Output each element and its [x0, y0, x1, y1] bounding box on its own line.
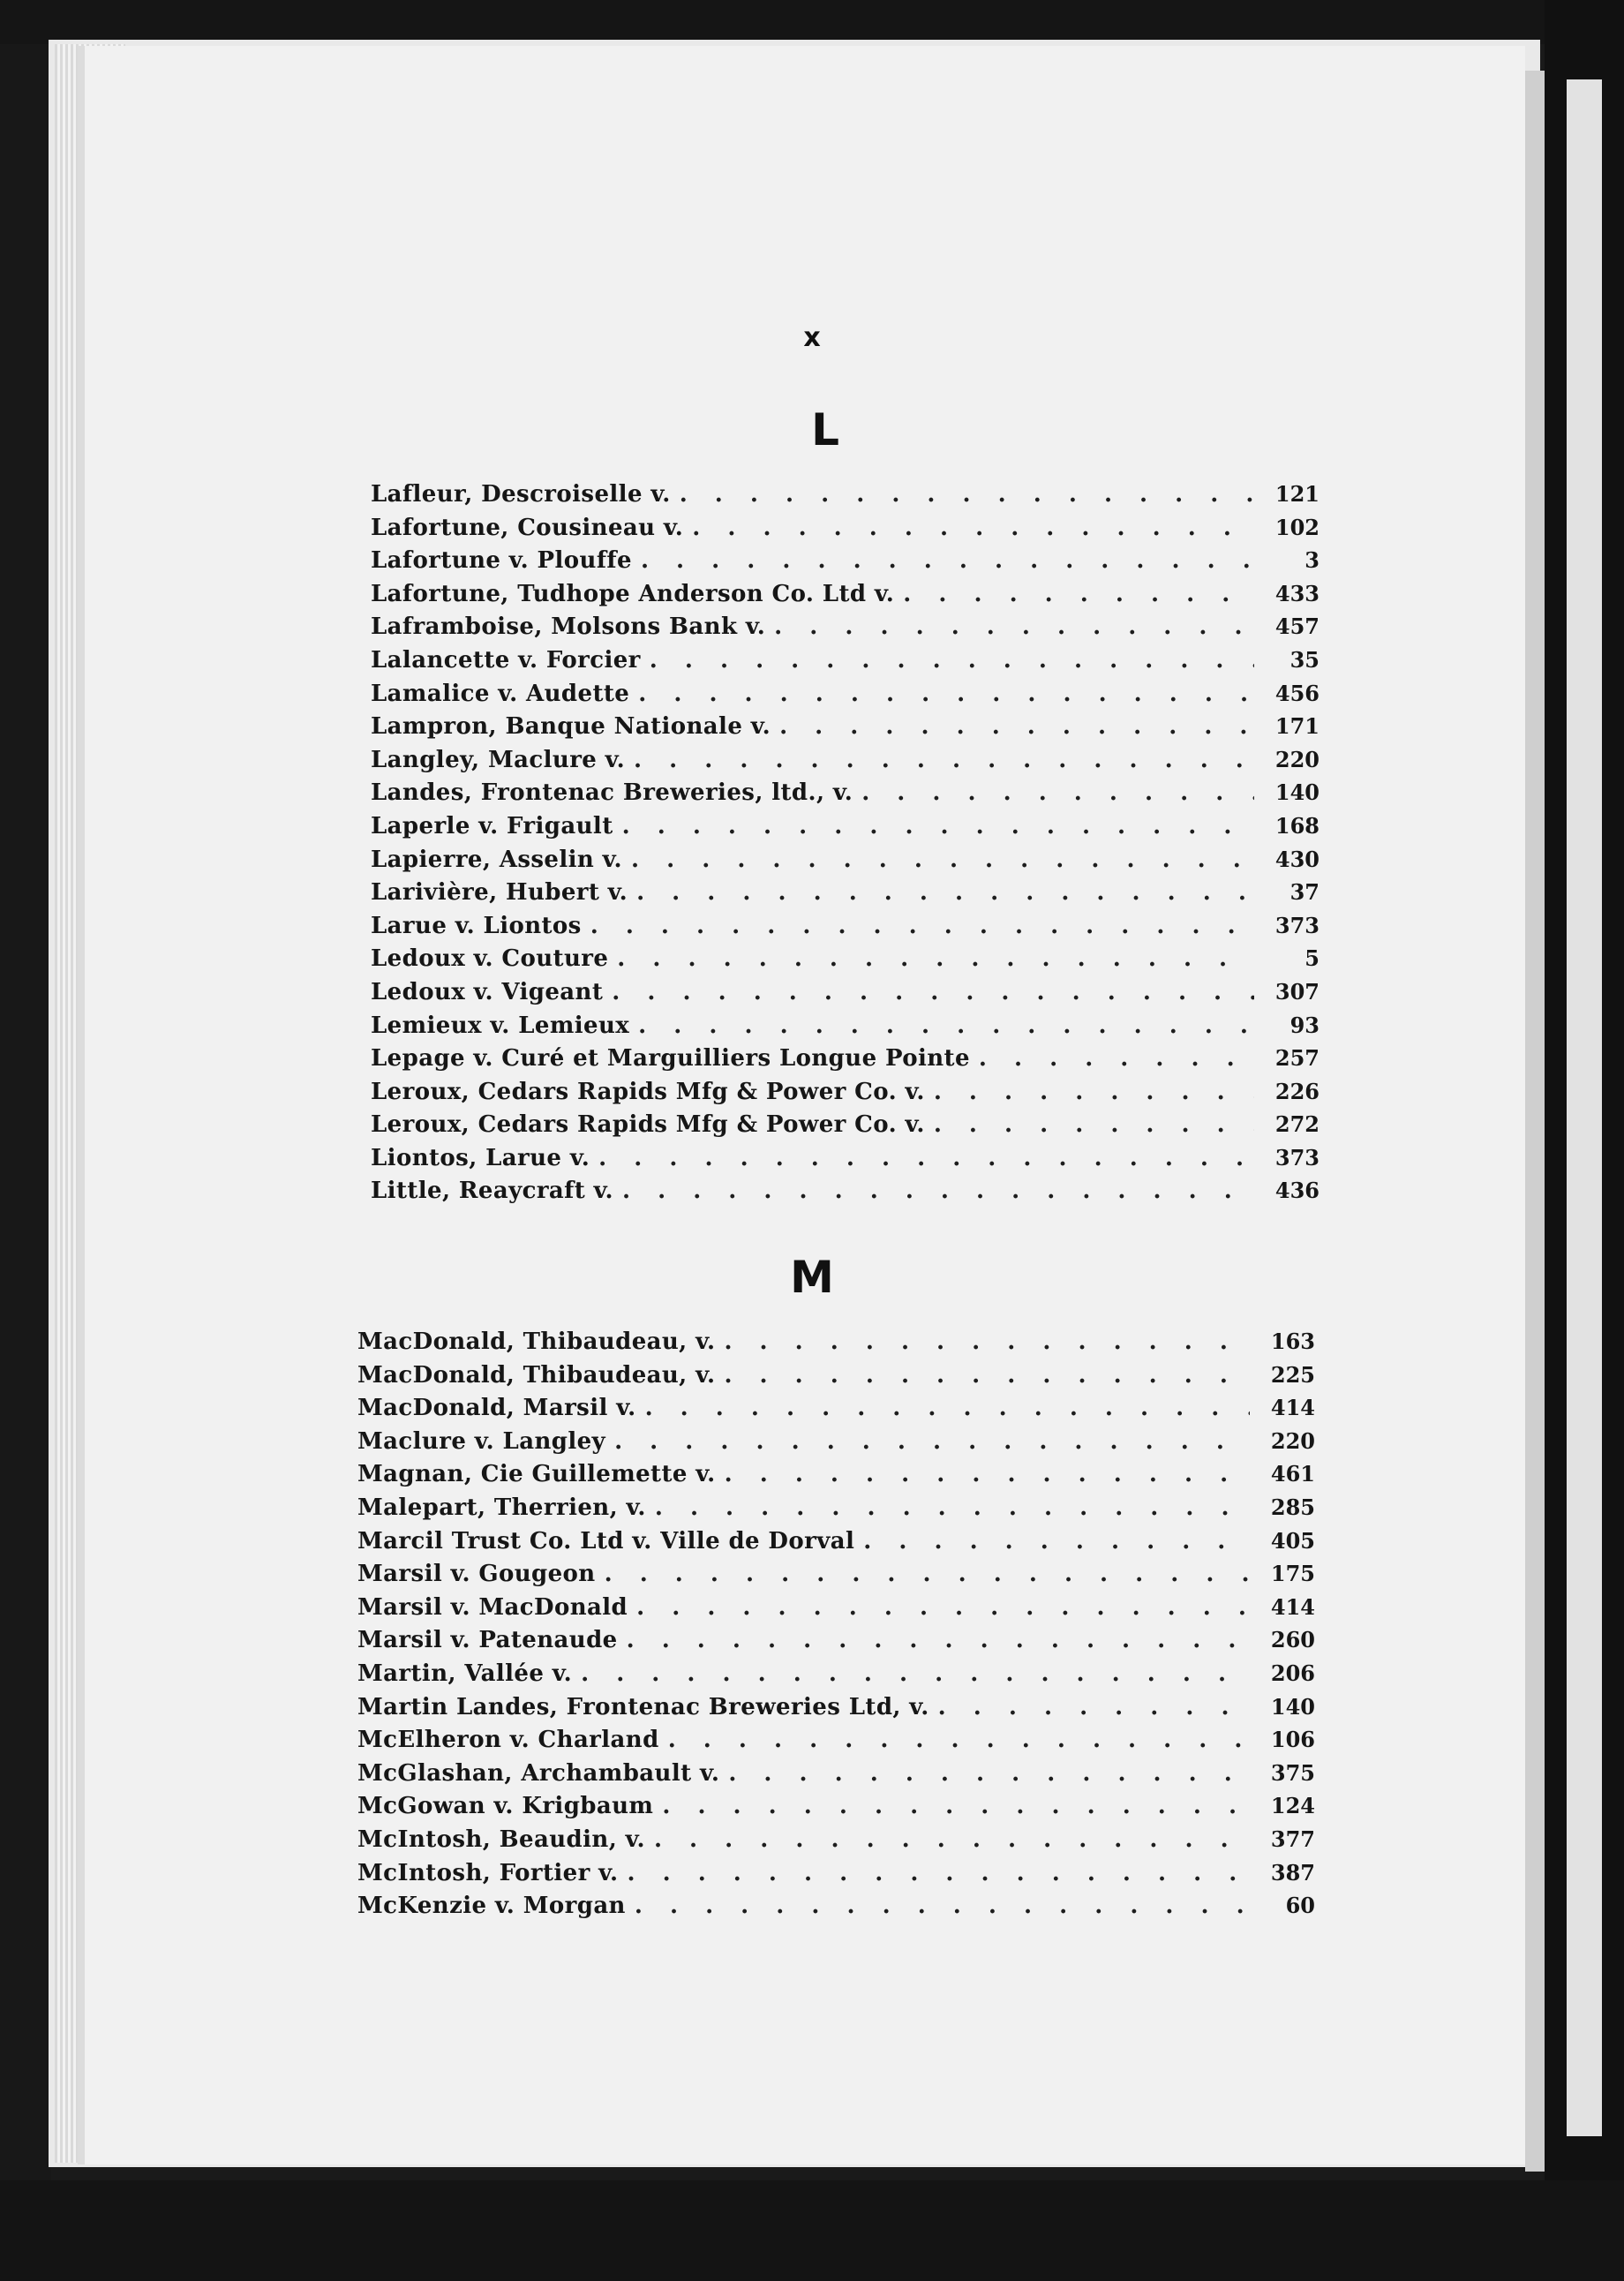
- dot-leader: [724, 1329, 1250, 1355]
- page-reference: 168: [1274, 812, 1320, 839]
- index-entry: [357, 1860, 1315, 1893]
- page-reference: 257: [1274, 1045, 1320, 1072]
- index-entry: [357, 1528, 1315, 1562]
- index-entry: [357, 1826, 1315, 1860]
- case-name: Marsil v. Gougeon: [357, 1561, 596, 1588]
- index-entry: [371, 1145, 1320, 1178]
- page-reference: 106: [1270, 1727, 1315, 1753]
- dot-leader: [612, 979, 1254, 1005]
- case-name: Lepage v. Curé et Marguilliers Longue Pointe: [371, 1045, 970, 1073]
- index-entry: [371, 547, 1320, 581]
- index-entry: [371, 813, 1320, 847]
- page-reference: 60: [1285, 1893, 1315, 1919]
- dot-leader: [622, 813, 1254, 839]
- page-reference: 414: [1270, 1593, 1315, 1620]
- dot-leader: [631, 847, 1254, 873]
- case-name: MacDonald, Marsil v.: [357, 1395, 636, 1422]
- dot-leader: [863, 1528, 1250, 1555]
- page-reference: 260: [1270, 1627, 1315, 1653]
- index-entry: [371, 979, 1320, 1013]
- page-reference: 226: [1274, 1078, 1320, 1104]
- page-reference: 163: [1270, 1329, 1315, 1354]
- dot-leader: [605, 1561, 1250, 1587]
- page-reference: 285: [1270, 1494, 1315, 1520]
- page-reference: 140: [1270, 1693, 1315, 1720]
- page-gutter-shadow: [1525, 71, 1545, 2172]
- dot-leader: [581, 1660, 1250, 1687]
- case-name: Martin, Vallée v.: [357, 1660, 573, 1687]
- dot-leader: [692, 515, 1254, 541]
- index-entry: [357, 1627, 1315, 1660]
- index-entry: [371, 713, 1320, 747]
- index-entry: [371, 515, 1320, 548]
- case-name: Larivière, Hubert v.: [371, 879, 628, 907]
- page-reference: 206: [1270, 1660, 1315, 1686]
- dot-leader: [903, 581, 1254, 607]
- case-name: McIntosh, Beaudin, v.: [357, 1826, 645, 1853]
- page-reference: 433: [1274, 580, 1320, 606]
- dot-leader: [635, 1893, 1250, 1919]
- scan-border-top: [0, 0, 1624, 44]
- case-name: Marsil v. MacDonald: [357, 1593, 628, 1621]
- index-entry: [357, 1561, 1315, 1594]
- page-reference: 175: [1270, 1561, 1315, 1587]
- case-name: McIntosh, Fortier v.: [357, 1859, 619, 1886]
- case-name: Maclure v. Langley: [357, 1427, 606, 1455]
- dot-leader: [779, 713, 1254, 740]
- case-name: Malepart, Therrien, v.: [357, 1494, 646, 1521]
- dot-leader: [654, 1826, 1250, 1853]
- case-name: McGowan v. Krigbaum: [357, 1793, 654, 1820]
- page-reference: 121: [1274, 481, 1320, 507]
- index-entry: [371, 779, 1320, 813]
- index-entry: [357, 1395, 1315, 1428]
- page-reference: 377: [1270, 1826, 1315, 1852]
- dot-leader: [622, 1178, 1254, 1204]
- case-name: Magnan, Cie Guillemette v.: [357, 1461, 716, 1488]
- dot-leader: [668, 1727, 1250, 1753]
- dot-leader: [724, 1362, 1250, 1389]
- index-entry: [371, 1178, 1320, 1211]
- dot-leader: [638, 681, 1254, 707]
- case-name: McGlashan, Archambault v.: [357, 1759, 720, 1787]
- page-reference: 414: [1270, 1395, 1315, 1421]
- page-reference: 373: [1274, 1144, 1320, 1171]
- dot-leader: [636, 1594, 1250, 1621]
- index-entry: [357, 1594, 1315, 1628]
- section-heading-l: L: [811, 404, 839, 455]
- index-entry: [371, 481, 1320, 515]
- case-name: Landes, Frontenac Breweries, ltd., v.: [371, 779, 853, 807]
- page-reference: 225: [1270, 1361, 1315, 1388]
- case-name: Ledoux v. Vigeant: [371, 978, 604, 1005]
- index-entry: [357, 1428, 1315, 1462]
- dot-leader: [934, 1111, 1254, 1138]
- index-entry: [357, 1494, 1315, 1528]
- case-name: Lafortune, Tudhope Anderson Co. Ltd v.: [371, 580, 895, 607]
- index-entry: [371, 913, 1320, 946]
- page-reference: 307: [1274, 978, 1320, 1005]
- case-name: Marsil v. Patenaude: [357, 1627, 618, 1654]
- page-reference: 93: [1289, 1012, 1320, 1038]
- index-entry: [371, 847, 1320, 880]
- index-entry: [371, 1045, 1320, 1079]
- case-name: Lapierre, Asselin v.: [371, 846, 623, 873]
- dot-leader: [725, 1461, 1250, 1487]
- page-reference: 405: [1270, 1527, 1315, 1554]
- dot-leader: [638, 1013, 1254, 1039]
- dot-leader: [627, 1627, 1250, 1653]
- index-entry: [371, 879, 1320, 913]
- dot-leader: [680, 481, 1254, 508]
- dot-leader: [655, 1494, 1250, 1521]
- index-entry: [357, 1660, 1315, 1694]
- page-reference: 457: [1274, 614, 1320, 640]
- page-reference: 461: [1270, 1461, 1315, 1487]
- index-entry: [357, 1362, 1315, 1396]
- scan-border-bottom: [0, 2180, 1624, 2281]
- case-name: Larue v. Liontos: [371, 912, 582, 939]
- facing-page-edge: [1567, 79, 1602, 2136]
- case-name: McKenzie v. Morgan: [357, 1893, 626, 1920]
- page-reference: 430: [1274, 846, 1320, 872]
- dot-leader: [590, 913, 1254, 939]
- dot-leader: [938, 1694, 1250, 1720]
- case-name: Marcil Trust Co. Ltd v. Ville de Dorval: [357, 1527, 855, 1555]
- index-entry: [357, 1694, 1315, 1728]
- page-reference: 436: [1274, 1178, 1320, 1204]
- index-entry: [371, 1079, 1320, 1112]
- page-reference: 220: [1274, 746, 1320, 772]
- index-entry: [357, 1793, 1315, 1826]
- index-entry: [357, 1760, 1315, 1794]
- case-name: Lafleur, Descroiselle v.: [371, 481, 671, 508]
- dot-leader: [774, 614, 1254, 640]
- page-reference: 456: [1274, 680, 1320, 706]
- dot-leader: [662, 1793, 1250, 1819]
- case-name: Lafortune v. Plouffe: [371, 547, 632, 575]
- index-list-l: [371, 481, 1320, 1211]
- dot-leader: [650, 647, 1254, 674]
- index-entry: [371, 647, 1320, 681]
- case-name: Laperle v. Frigault: [371, 812, 613, 839]
- index-entry: [371, 747, 1320, 780]
- page-reference: 220: [1270, 1427, 1315, 1454]
- dot-leader: [645, 1395, 1250, 1421]
- dot-leader: [627, 1860, 1250, 1886]
- page-reference: 375: [1270, 1759, 1315, 1786]
- case-name: MacDonald, Thibaudeau, v.: [357, 1329, 716, 1355]
- dot-leader: [614, 1428, 1250, 1455]
- index-list-m: [357, 1329, 1315, 1926]
- case-name: Little, Reaycraft v.: [371, 1178, 613, 1205]
- case-name: MacDonald, Thibaudeau, v.: [357, 1361, 716, 1389]
- dot-leader: [641, 547, 1254, 574]
- dot-leader: [861, 779, 1254, 806]
- case-name: Martin Landes, Frontenac Breweries Ltd, v.: [357, 1693, 929, 1720]
- page-reference: 37: [1289, 879, 1320, 906]
- case-name: Lalancette v. Forcier: [371, 646, 641, 674]
- index-entry: [357, 1727, 1315, 1760]
- page-reference: 171: [1274, 713, 1320, 740]
- index-entry: [371, 681, 1320, 714]
- index-entry: [371, 614, 1320, 647]
- page-reference: 373: [1274, 912, 1320, 938]
- case-name: Ledoux v. Couture: [371, 945, 609, 973]
- case-name: Langley, Maclure v.: [371, 746, 626, 773]
- page-reference: 140: [1274, 779, 1320, 806]
- case-name: Lafortune, Cousineau v.: [371, 514, 684, 541]
- page-reference: 272: [1274, 1111, 1320, 1138]
- dot-leader: [979, 1045, 1254, 1072]
- index-entry: [371, 1111, 1320, 1145]
- index-entry: [371, 1013, 1320, 1046]
- section-heading-m: M: [790, 1252, 834, 1303]
- page-reference: 5: [1304, 945, 1320, 972]
- dot-leader: [934, 1079, 1254, 1105]
- dot-leader: [598, 1145, 1254, 1171]
- case-name: Lemieux v. Lemieux: [371, 1012, 630, 1039]
- index-entry: [371, 945, 1320, 979]
- case-name: Leroux, Cedars Rapids Mfg & Power Co. v.: [371, 1078, 925, 1105]
- index-entry: [357, 1893, 1315, 1926]
- index-entry: [371, 581, 1320, 614]
- case-name: Leroux, Cedars Rapids Mfg & Power Co. v.: [371, 1111, 925, 1139]
- dot-leader: [636, 879, 1254, 906]
- page-reference: 35: [1289, 646, 1320, 673]
- case-name: Lamalice v. Audette: [371, 680, 630, 707]
- case-name: Liontos, Larue v.: [371, 1144, 590, 1171]
- page-reference: 387: [1270, 1859, 1315, 1886]
- case-name: Laframboise, Molsons Bank v.: [371, 614, 766, 641]
- case-name: Lampron, Banque Nationale v.: [371, 713, 771, 741]
- page-reference: 124: [1270, 1793, 1315, 1819]
- page-reference: 3: [1304, 547, 1320, 574]
- page-reference: 102: [1274, 514, 1320, 540]
- index-entry: [357, 1329, 1315, 1362]
- dot-leader: [728, 1760, 1250, 1787]
- dot-leader: [617, 945, 1254, 972]
- index-entry: [357, 1461, 1315, 1494]
- dot-leader: [634, 747, 1254, 773]
- page-number: x: [803, 322, 821, 353]
- case-name: McElheron v. Charland: [357, 1727, 659, 1754]
